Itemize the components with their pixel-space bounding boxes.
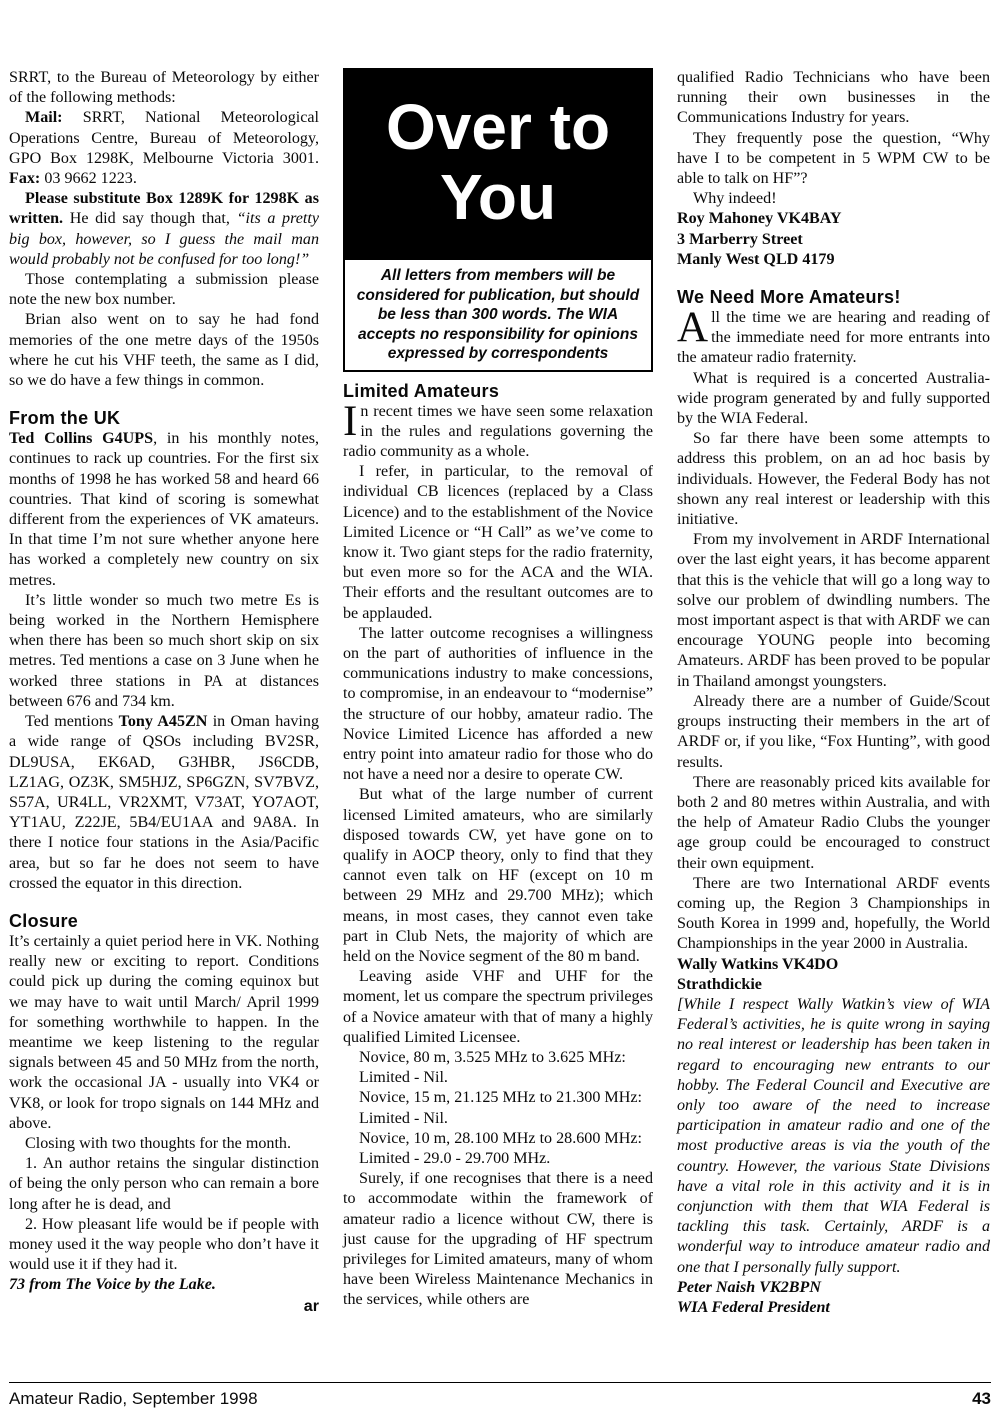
paragraph: 1. An author retains the singular distinction of being the only person who can remain a bore long after he is dead, and — [9, 1155, 319, 1213]
paragraph — [343, 397, 653, 463]
list-line: Novice, 80 m, 3.525 MHz to 3.625 MHz: — [359, 1049, 626, 1066]
paragraph: It’s little wonder so much two metre Es is being worked in the Northern Hemisphere when there has been so much short skip on six metres. Ted mentions a case on 3 June when he worked three stations in PA at distances between 676 and 734 km. — [9, 591, 319, 710]
column-left — [9, 68, 319, 1316]
paragraph: There are two International ARDF events coming up, the Region 3 Championships in South Korea in 1999 and, hopefully, the World Championships in the year 2000 in Australia. — [677, 874, 990, 953]
list-line: Limited - Nil. — [359, 1109, 448, 1127]
heading-limited-amateurs: Limited Amateurs — [343, 380, 500, 401]
paragraph-text: n recent times we have seen some relaxation in the rules and regulations governing the radio community as a whole. — [343, 402, 653, 460]
paragraph: I refer, in particular, to the removal of individual CB licences (replaced by a Class Licence) and to the establishment of the Novice Limited Licence or “H Call” as we’ve come to know it. Two giant steps for the radio fraternity, but even more so for the ACA and the WIA. Their efforts and the resultant outcomes are to be applauded. — [343, 463, 653, 622]
paragraph: Brian also went on to say he had fond memories of the one metre days of the 1950s where he cut his VHF teeth, the same as I did, so we do have a few things in common. — [9, 311, 319, 390]
end-mark: ar — [303, 1296, 319, 1315]
paragraph: What is required is a concerted Australia-wide program generated by and fully supported by the WIA Federal. — [677, 369, 990, 428]
editor-signature-title: WIA Federal President — [677, 1298, 830, 1316]
signature-address: 3 Marberry Street — [677, 230, 803, 248]
substitute-text: He did say though that, — [63, 210, 237, 228]
list-line: Novice, 15 m, 21.125 MHz to 21.300 MHz: — [359, 1089, 642, 1107]
over-to-you-box — [343, 68, 653, 372]
signoff: 73 from The Voice by the Lake. — [9, 1276, 216, 1294]
mail-label: Mail: — [25, 109, 63, 127]
paragraph — [9, 712, 319, 894]
signature-address: Manly West QLD 4179 — [677, 250, 835, 268]
editor-note: [While I respect Wally Watkin’s view of WIA Federal’s activities, he is quite wrong in saying no real interest or leadership has been taken in regard to encouraging new entrants to our hobby. The Federal Council and Executive are only too aware of the need to increase participation in amateur radio and one of the most productive areas is via the youth of the country. However, the various State Divisions have a vital role in this activity and it is in conjunction with them that WIA Federal is tackling this task. Certainly, ARDF is a wonderful way to introduce amateur radio and one that I personally fully support. — [677, 995, 990, 1276]
name-tony: Tony A45ZN — [118, 713, 208, 731]
paragraph-text: in Oman having a wide range of QSOs including BV2SR, DL9USA, EK6AD, G3HBR, JS6CDB, LZ1AG, OZ3K, SM5HJZ, SP6GZN, SV7BVZ, S57A, UR4LL, VR2XMT, V73AT, YO7AOT, YT1AU, Z22JE, 5B4/EU1AA and 9A8A. In there I notice four stations in the Asia/Pacific area, but so far he does not seem to have crossed the equator in this direction. — [9, 713, 319, 892]
list-line: Novice, 10 m, 28.100 MHz to 28.600 MHz: — [359, 1129, 642, 1147]
submission-note: All letters from members will be considered for publication, but should be less than 300 words. The WIA accepts no responsibility for opinions expressed by correspondents — [356, 267, 640, 362]
list-line: Limited - 29.0 - 29.700 MHz. — [359, 1150, 551, 1168]
paragraph: Surely, if one recognises that there is a need to accommodate within the framework of amateur radio a licence without CW, there is just cause for the upgrading of HF spectrum privileges for Limited amateurs, many of whom have been Wireless Maintenance Mechanics in the services, while others are — [343, 1170, 653, 1309]
paragraph: SRRT, to the Bureau of Meteorology by either of the following methods: — [9, 69, 319, 107]
page-footer — [9, 1382, 991, 1408]
paragraph: But what of the large number of current licensed Limited amateurs, who are similarly disposed towards CW, yet have gone on to qualify in AOCP theory, only to find that they cannot even talk on HF (except on 10 m between 29 MHz and 29.700 MHz); which means, in most cases, they cannot even take part in Club Nets, the majority of which are held on the Novice segment of the 80 m band. — [343, 786, 653, 965]
paragraph — [677, 304, 990, 369]
column-right — [677, 68, 990, 1318]
substitute-notice: Please substitute Box 1289K for 1298K as written. — [9, 190, 319, 228]
paragraph: Those contemplating a submission please note the new box number. — [9, 271, 319, 309]
paragraph: Closing with two thoughts for the month. — [25, 1134, 291, 1152]
name-ted-collins: Ted Collins G4UPS — [9, 430, 154, 448]
list-line: Limited - Nil. — [359, 1069, 448, 1087]
paragraph-mail — [9, 108, 319, 189]
editor-signature-name: Peter Naish VK2BPN — [677, 1278, 821, 1296]
over-to-you-title — [345, 70, 651, 260]
paragraph: Leaving aside VHF and UHF for the moment, let us compare the spectrum privileges of a Novice amateur with that of many a highly qualified Limited Licensee. — [343, 968, 653, 1046]
column-middle — [343, 68, 653, 1311]
heading-from-the-uk: From the UK — [9, 408, 121, 429]
publication-name: Amateur Radio, September 1998 — [9, 1389, 258, 1408]
paragraph: Why indeed! — [693, 190, 777, 208]
drop-cap: A — [677, 304, 709, 352]
paragraph: So far there have been some attempts to address this problem, on an ad hoc basis by individuals. However, the Federal Body has not shown any real interest or leadership with this initiative. — [677, 430, 990, 529]
paragraph — [9, 429, 319, 591]
drop-cap: I — [343, 397, 358, 445]
heading-we-need-more-amateurs: We Need More Amateurs! — [677, 287, 901, 308]
paragraph-substitute — [9, 189, 319, 270]
signature-name: Roy Mahoney VK4BAY — [677, 210, 842, 228]
signature-name: Wally Watkins VK4DO — [677, 955, 839, 973]
paragraph: It’s certainly a quiet period here in VK. Nothing really new or exciting to report. Conditions could pick up during the coming equinox but we may have to wait until March/ April 1999 for something worthwhile to happen. In the meantime we keep listening to the regular signals between 45 and 50 MHz from the north, work the occasional JA - usually into VK4 or VK8, or look for tropo signals on 144 MHz and above. — [9, 932, 319, 1132]
substitute-quote: “its a pretty big box, however, so I guess the mail man would probably not be confused for too long!” — [9, 210, 319, 268]
fax-label: Fax: — [9, 170, 41, 188]
fax-text: 03 9662 1223. — [40, 170, 137, 188]
paragraph: 2. How pleasant life would be if people with money used it the way people who don’t have it would use it if they had it. — [9, 1215, 319, 1274]
paragraph-text: Ted mentions — [25, 713, 119, 731]
page-number: 43 — [972, 1389, 991, 1408]
title-line-2: You — [439, 161, 557, 233]
paragraph: From my involvement in ARDF International over the last eight years, it has become apparent that this is the vehicle that will go a long way to solve our problem of dwindling numbers. The most important aspect is that with ARDF we can encourage YOUNG people into becoming Amateurs. ARDF has been proved to be popular in Thailand amongst youngsters. — [677, 531, 990, 690]
paragraph: Already there are a number of Guide/Scout groups instructing their members in the art of ARDF or, if you like, “Fox Hunting”, with good results. — [677, 692, 990, 771]
paragraph: qualified Radio Technicians who have been running their own businesses in the Communications Industry for years. — [677, 69, 990, 127]
mail-text: SRRT, National Meteorological Operations Centre, Bureau of Meteorology, GPO Box 1298K, Melbourne Victoria 3001. — [9, 109, 319, 167]
signature-place: Strathdickie — [677, 975, 762, 993]
paragraph-text: ll the time we are hearing and reading of the immediate need for more entrants into the amateur radio fraternity. — [677, 309, 990, 367]
paragraph-text: , in his monthly notes, continues to rack up countries. For the first six months of 1998 he has worked 58 and heard 66 countries. That kind of scoring is somewhat different from the experiences of VK amateurs. In that time I’m not sure whether anyone here has worked a completely new country on six metres. — [9, 430, 319, 589]
paragraph: There are reasonably priced kits available for both 2 and 80 metres within Australia, and with the help of Amateur Radio Clubs the younger age group could be encouraged to construct their own equipment. — [677, 773, 990, 872]
heading-closure: Closure — [9, 910, 79, 931]
paragraph: The latter outcome recognises a willingness on the part of authorities of influence in the communications industry to make concessions, to compromise, in an endeavour to “modernise” the structure of our hobby, amateur radio. The Novice Limited Licence has afforded a new entry point into amateur radio for those who do not have a need nor a desire to operate CW. — [343, 624, 653, 784]
title-line-1: Over to — [385, 91, 611, 163]
paragraph: They frequently pose the question, “Why have I to be competent in 5 WPM CW to be able to talk on HF”? — [677, 129, 990, 188]
